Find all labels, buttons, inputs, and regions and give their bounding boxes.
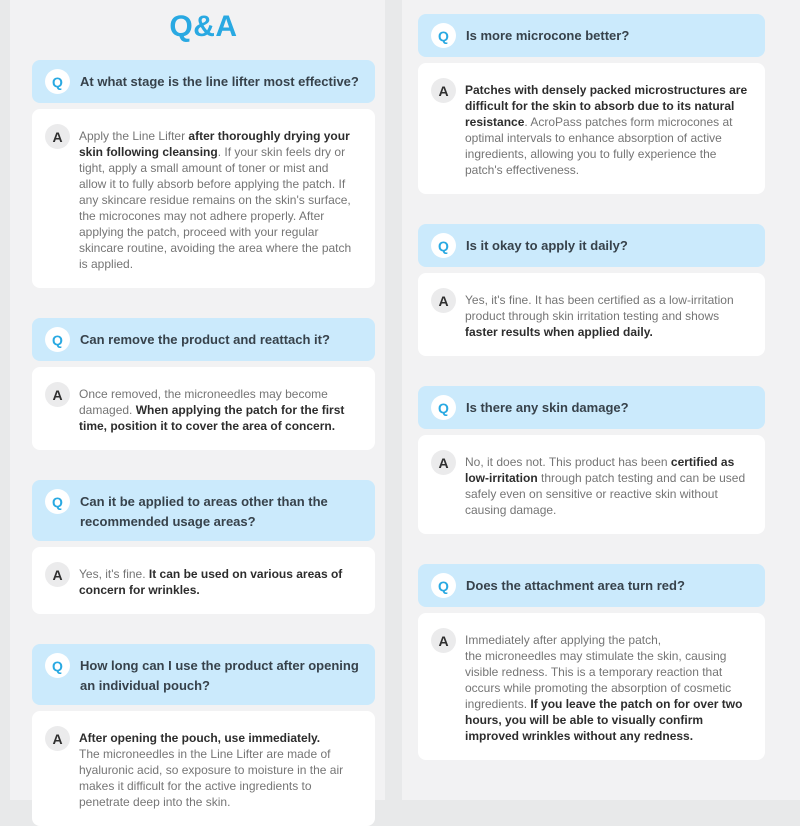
q-badge-icon: Q: [45, 489, 70, 514]
question-bar: [418, 224, 765, 267]
question-bar: [32, 480, 375, 541]
qa-right-panel: [402, 0, 800, 800]
answer-card: [418, 435, 765, 534]
answer-card: [418, 63, 765, 194]
question-bar: [32, 644, 375, 705]
q-badge-icon: Q: [431, 233, 456, 258]
a-badge-icon: A: [431, 628, 456, 653]
answer-text: No, it does not. This product has been certified as low-irritation through patch testing and can be used safely even on sensitive or reactive skin without causing damage.: [465, 455, 746, 517]
qa-group: [32, 60, 375, 288]
a-badge-icon: A: [431, 78, 456, 103]
answer-text: Yes, it's fine. It can be used on various areas of concern for wrinkles.: [79, 567, 343, 597]
question-bar: [418, 386, 765, 429]
a-badge-icon: A: [45, 124, 70, 149]
question-text: Can remove the product and reattach it?: [80, 332, 330, 347]
q-badge-icon: Q: [431, 573, 456, 598]
answer-text: Once removed, the microneedles may become damaged. When applying the patch for the first time, position it to cover the area of concern.: [79, 387, 345, 433]
question-text: Is there any skin damage?: [466, 400, 629, 415]
a-badge-icon: A: [45, 562, 70, 587]
a-badge-icon: A: [431, 450, 456, 475]
q-badge-icon: Q: [431, 23, 456, 48]
question-bar: [418, 564, 765, 607]
question-text: Is more microcone better?: [466, 28, 630, 43]
answer-text: After opening the pouch, use immediately. The microneedles in the Line Lifter are made of hyaluronic acid, so exposure to moisture in the air makes it difficult for the active ingredients to penetrate deep into the skin.: [79, 731, 344, 809]
qa-right-content: [402, 0, 800, 760]
page-title: Q&A: [169, 10, 238, 43]
q-badge-icon: Q: [45, 653, 70, 678]
question-text: At what stage is the line lifter most effective?: [80, 74, 359, 89]
qa-group: [418, 564, 765, 760]
a-badge-icon: A: [431, 288, 456, 313]
question-text: How long can I use the product after opening an individual pouch?: [80, 658, 359, 693]
q-badge-icon: Q: [45, 327, 70, 352]
answer-card: [32, 711, 375, 826]
qa-group: [32, 644, 375, 826]
qa-group: [32, 318, 375, 450]
qa-left-panel: [10, 0, 385, 809]
answer-text: Immediately after applying the patch, the microneedles may stimulate the skin, causing visible redness. This is a temporary reaction that occurs while promoting the absorption of cosmetic ingredients. If you leave the patch on for over two hours, you will be able to visually confirm improved wrinkles without any redness.: [465, 633, 743, 743]
question-text: Does the attachment area turn red?: [466, 578, 685, 593]
answer-card: [32, 367, 375, 450]
answer-text: Apply the Line Lifter after thoroughly drying your skin following cleansing. If your skin feels dry or tight, apply a small amount of toner or mist and allow it to fully absorb before applying the patch. If any skincare residue remains on the skin's surface, the microcones may not adhere properly. After applying the patch, proceed with your regular skincare routine, avoiding the area where the patch is applied.: [79, 129, 352, 271]
qa-group: [32, 480, 375, 614]
question-text: Is it okay to apply it daily?: [466, 238, 628, 253]
answer-card: [32, 109, 375, 288]
question-bar: [32, 318, 375, 361]
a-badge-icon: A: [45, 726, 70, 751]
answer-card: [418, 273, 765, 356]
a-badge-icon: A: [45, 382, 70, 407]
answer-card: [418, 613, 765, 760]
q-badge-icon: Q: [431, 395, 456, 420]
answer-text: Patches with densely packed microstructures are difficult for the skin to absorb due to its natural resistance. AcroPass patches form microcones at optimal intervals to enhance absorption of active ingredients, allowing you to fully experience the patch's effectiveness.: [465, 83, 748, 177]
qa-group: [418, 224, 765, 356]
question-bar: [32, 60, 375, 103]
answer-text: Yes, it's fine. It has been certified as a low-irritation product through skin irritation testing and shows faster results when applied daily.: [465, 293, 734, 339]
qa-left-content: [10, 0, 385, 826]
answer-card: [32, 547, 375, 614]
q-badge-icon: Q: [45, 69, 70, 94]
qa-group: [418, 386, 765, 534]
question-bar: [418, 14, 765, 57]
qa-group: [418, 14, 765, 194]
question-text: Can it be applied to areas other than the recommended usage areas?: [80, 494, 328, 529]
